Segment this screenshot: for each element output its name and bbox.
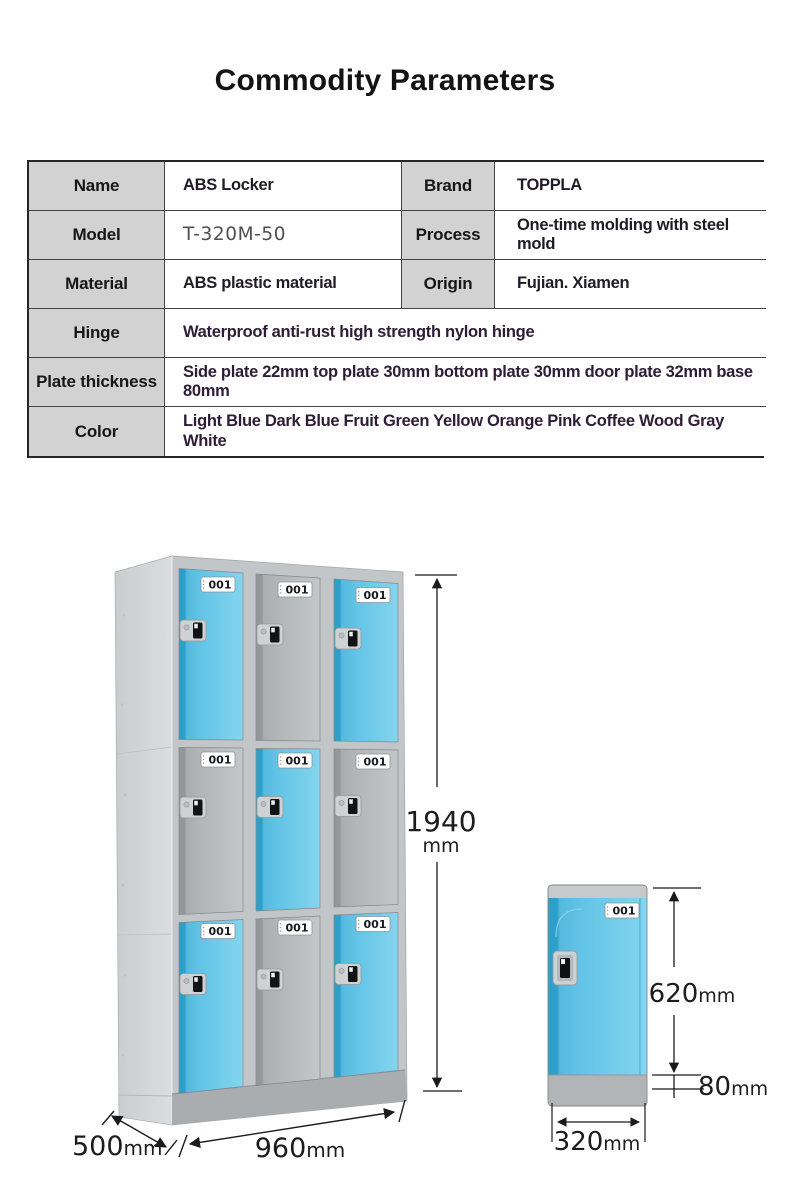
locker-door [179, 920, 243, 1094]
dimension-height-unit: mm [422, 835, 460, 857]
table-cell-value: ABS Locker [165, 162, 402, 211]
table-cell-value: One-time molding with steel mold [495, 211, 766, 260]
table-cell-label: Process [402, 211, 495, 260]
table-cell-label: Model [29, 211, 165, 260]
locker-side-panel [115, 556, 172, 1125]
table-cell-value: T-320M-50 [165, 211, 402, 260]
table-cell-label: Name [29, 162, 165, 211]
dimension-single-base-label: 80mm [698, 1072, 769, 1102]
locker-door [256, 916, 320, 1086]
table-cell-value: Waterproof anti-rust high strength nylon hinge [165, 309, 766, 358]
dimension-single-height-label: 620mm [648, 979, 736, 1009]
dimension-height-value: 1940 [405, 805, 477, 838]
table-cell-label: Brand [402, 162, 495, 211]
locker-door [334, 579, 398, 742]
locker-door [179, 569, 243, 741]
dimension-single-width-label: 320mm [553, 1127, 641, 1157]
locker-door [256, 749, 320, 912]
table-cell-value: TOPPLA [495, 162, 766, 211]
table-cell-label: Hinge [29, 309, 165, 358]
page-title: Commodity Parameters [214, 64, 556, 97]
table-cell-label: Origin [402, 260, 495, 309]
table-cell-value: ABS plastic material [165, 260, 402, 309]
table-cell-value: Light Blue Dark Blue Fruit Green Yellow Orange Pink Coffee Wood Gray White [165, 407, 766, 456]
dimension-width-label: 960mm [254, 1133, 346, 1164]
spec-table [27, 160, 764, 458]
door-handle [553, 951, 577, 985]
big-locker-illustration [115, 556, 407, 1125]
locker-door [334, 749, 398, 907]
dimension-depth-label: 500mm [72, 1131, 163, 1162]
table-cell-value: Fujian. Xiamen [495, 260, 766, 309]
locker-diagram: 001 1940 mm 500mm 960mm 620mm 80mm 320mm [7, 536, 769, 1164]
single-locker-illustration [548, 885, 647, 1106]
locker-door [334, 913, 398, 1078]
locker-door [256, 574, 320, 741]
locker-door [179, 748, 243, 915]
table-cell-label: Material [29, 260, 165, 309]
table-cell-value: Side plate 22mm top plate 30mm bottom plate 30mm door plate 32mm base 80mm [165, 358, 766, 407]
table-cell-label: Plate thickness [29, 358, 165, 407]
table-cell-label: Color [29, 407, 165, 456]
